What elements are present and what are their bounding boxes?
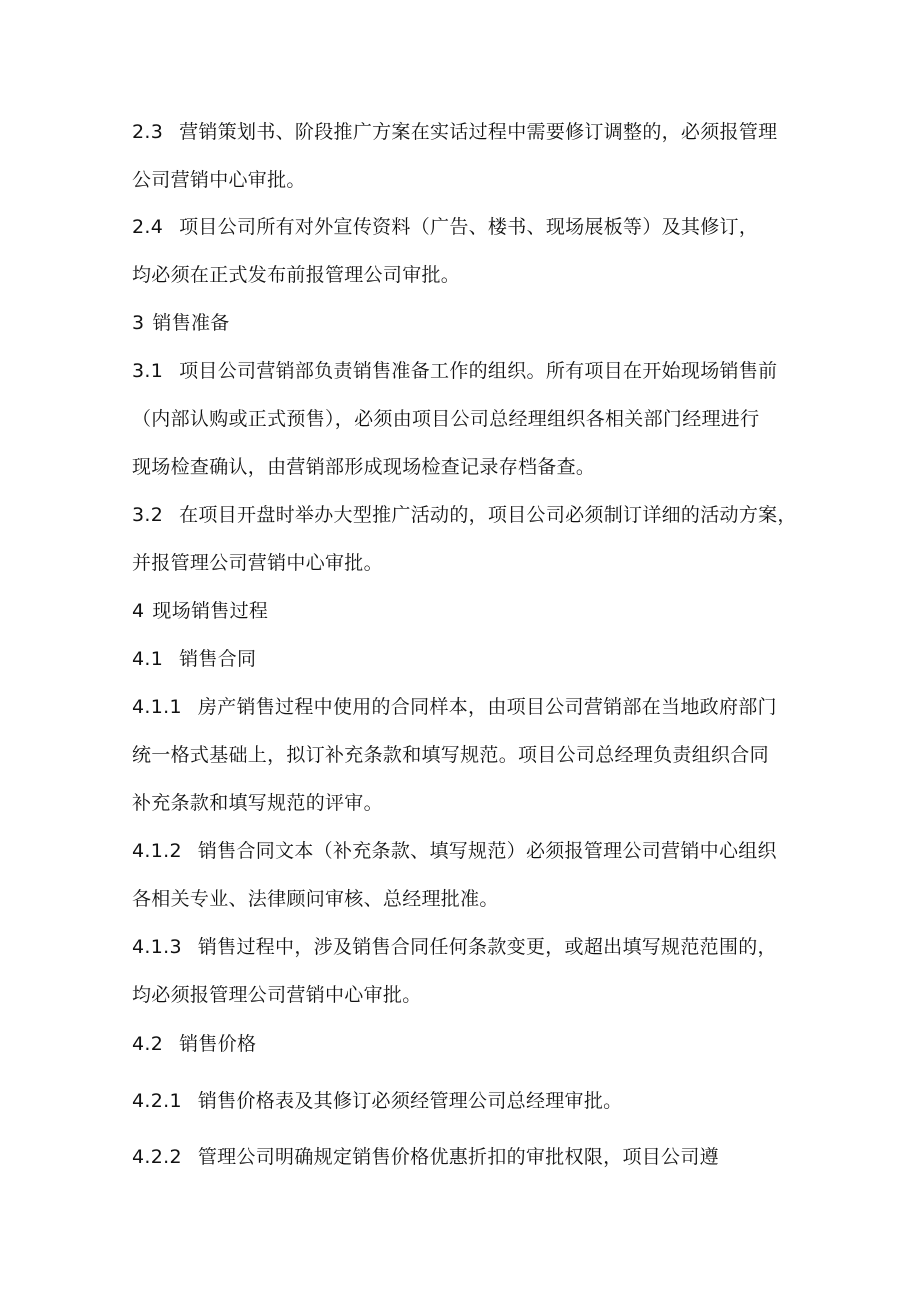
clause-number: 4.2.2 [132,1146,182,1168]
clause-title: 销售合同 [179,648,257,670]
clause-3-1-line-2 [132,406,812,432]
clause-text: 销售过程中，涉及销售合同任何条款变更，或超出填写规范范围的， [197,936,777,958]
clause-2-4-line-1 [132,214,812,240]
clause-2-3-line-2 [132,167,812,193]
clause-4-2-2-line-1 [132,1144,812,1170]
clause-text: 统一格式基础上，拟订补充条款和填写规范。项目公司总经理负责组织合同 [132,744,769,766]
clause-text: 营销策划书、阶段推广方案在实话过程中需要修订调整的，必须报管理 [179,121,778,143]
clause-text: 销售合同文本（补充条款、填写规范）必须报管理公司营销中心组织 [197,840,777,862]
clause-text: 各相关专业、法律顾问审核、总经理批准。 [132,888,499,910]
clause-number: 2.4 [132,216,164,238]
clause-4-1-3-line-1 [132,934,812,960]
section-number: 3 [132,312,145,334]
clause-title: 销售价格 [179,1033,257,1055]
clause-text: （内部认购或正式预售），必须由项目公司总经理组织各相关部门经理进行 [132,408,760,430]
clause-number: 3.1 [132,360,164,382]
clause-number: 3.2 [132,504,164,526]
clause-4-1-1-line-1 [132,694,812,720]
section-number: 4 [132,600,145,622]
clause-4-1-3-line-2 [132,982,812,1008]
section-3-heading [132,310,812,336]
clause-number: 4.1.3 [132,936,182,958]
clause-number: 4.2 [132,1033,164,1055]
clause-3-1-line-3 [132,454,812,480]
clause-2-3-line-1 [132,119,812,145]
clause-text: 在项目开盘时举办大型推广活动的，项目公司必须制订详细的活动方案， [179,504,797,526]
clause-3-2-line-1 [132,502,812,528]
clause-4-2-1-line-1 [132,1088,812,1114]
section-title: 销售准备 [152,312,230,334]
clause-text: 均必须报管理公司营销中心审批。 [132,984,422,1006]
clause-3-2-line-2 [132,550,812,576]
clause-number: 4.1 [132,648,164,670]
clause-3-1-line-1 [132,358,812,384]
clause-text: 房产销售过程中使用的合同样本，由项目公司营销部在当地政府部门 [197,696,777,718]
section-title: 现场销售过程 [152,600,269,622]
clause-4-1-1-line-3 [132,790,812,816]
clause-text: 管理公司明确规定销售价格优惠折扣的审批权限，项目公司遵 [197,1146,719,1168]
clause-text: 销售价格表及其修订必须经管理公司总经理审批。 [197,1090,623,1112]
clause-4-2-heading [132,1031,812,1057]
section-4-heading [132,598,812,624]
clause-number: 2.3 [132,121,164,143]
clause-number: 4.1.1 [132,696,182,718]
clause-text: 项目公司所有对外宣传资料（广告、楼书、现场展板等）及其修订， [179,216,759,238]
clause-text: 项目公司营销部负责销售准备工作的组织。所有项目在开始现场销售前 [179,360,778,382]
clause-text: 现场检查确认，由营销部形成现场检查记录存档备查。 [132,456,596,478]
clause-number: 4.1.2 [132,840,182,862]
clause-number: 4.2.1 [132,1090,182,1112]
clause-2-4-line-2 [132,262,812,288]
clause-text: 并报管理公司营销中心审批。 [132,552,383,574]
clause-4-1-2-line-2 [132,886,812,912]
clause-4-1-1-line-2 [132,742,812,768]
clause-4-1-2-line-1 [132,838,812,864]
clause-text: 均必须在正式发布前报管理公司审批。 [132,264,461,286]
clause-text: 补充条款和填写规范的评审。 [132,792,383,814]
clause-4-1-heading [132,646,812,672]
clause-text: 公司营销中心审批。 [132,169,306,191]
